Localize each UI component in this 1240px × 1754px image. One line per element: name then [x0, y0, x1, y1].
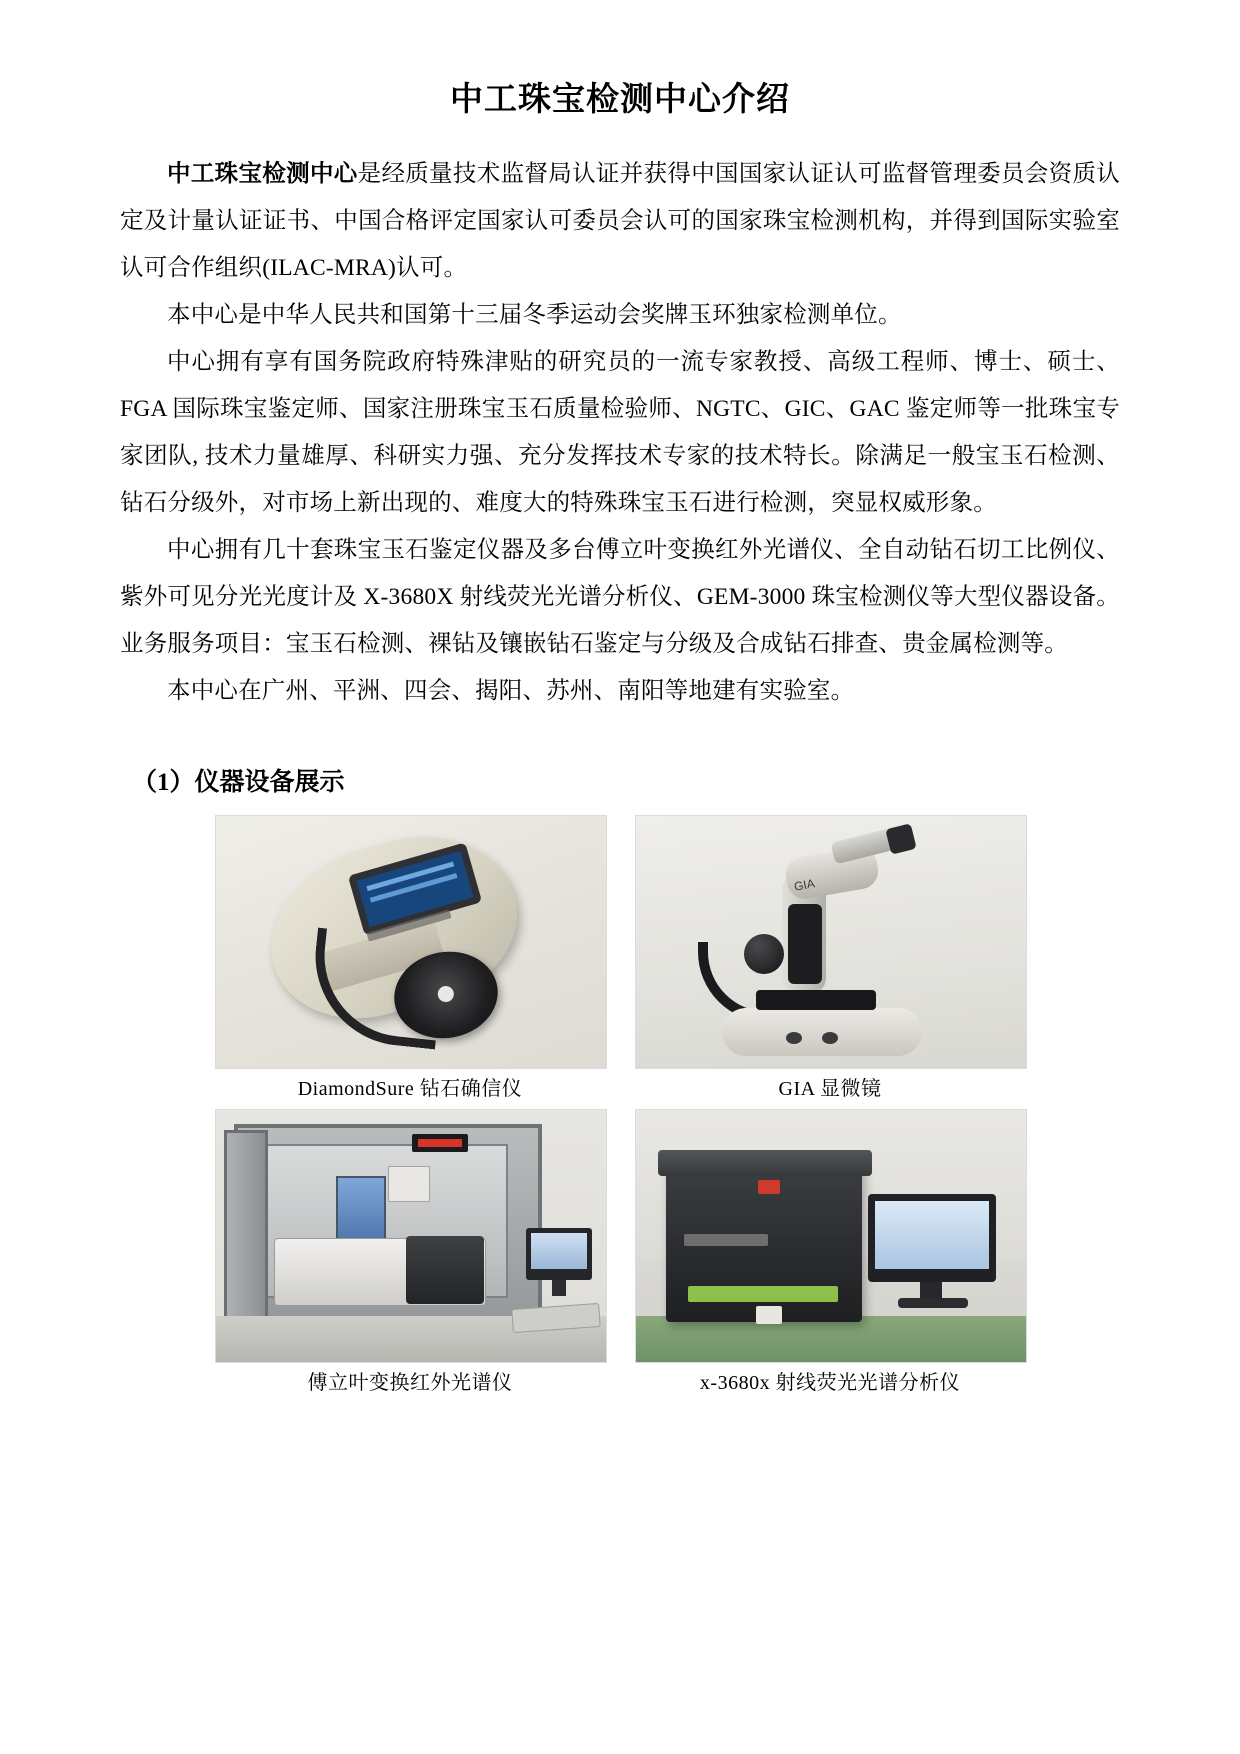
figure-caption: DiamondSure 钻石确信仪	[297, 1078, 523, 1100]
paragraph-4: 中心拥有几十套珠宝玉石鉴定仪器及多台傅立叶变换红外光谱仪、全自动钻石切工比例仪、紫外可见分光光度计及 X‑3680X 射线荧光光谱分析仪、GEM‑3000 珠宝检测仪等大型仪器设备。业务服务项目：宝玉石检测、裸钻及镶嵌钻石鉴定与分级及合成钻石排查、贵金属检测等。	[120, 537, 1120, 657]
figure-gia-microscope	[635, 815, 1025, 1109]
paragraph-1-text: 是经质量技术监督局认证并获得中国国家认证认可监督管理委员会资质认定及计量认证证书、中国合格评定国家认可委员会认可的国家珠宝检测机构，并得到国际实验室认可合作组织(ILAC-MRA)认可。	[120, 161, 1120, 281]
microscope-brand-label: GIA	[792, 876, 816, 894]
section-heading-equipment: （1）仪器设备展示	[132, 769, 345, 796]
figure-caption: GIA 显微镜	[778, 1078, 882, 1100]
gallery-row-2	[215, 1109, 1025, 1403]
ftir-spectrometer-photo	[215, 1109, 607, 1363]
figure-ftir	[215, 1109, 605, 1403]
paragraph-2: 本中心是中华人民共和国第十三届冬季运动会奖牌玉环独家检测单位。	[167, 302, 902, 328]
page-title: 中工珠宝检测中心介绍	[450, 79, 790, 118]
gallery-row-1	[215, 815, 1025, 1109]
paragraph-1-lead: 中工珠宝检测中心	[167, 159, 358, 187]
gia-microscope-photo	[635, 815, 1027, 1069]
diamondsure-device-photo	[215, 815, 607, 1069]
equipment-gallery	[215, 815, 1025, 1403]
paragraph-5: 本中心在广州、平洲、四会、揭阳、苏州、南阳等地建有实验室。	[167, 678, 855, 704]
figure-diamondsure	[215, 815, 605, 1109]
xray-fluorescence-analyzer-photo	[635, 1109, 1027, 1363]
figure-xray-analyzer	[635, 1109, 1025, 1403]
figure-caption: 傅立叶变换红外光谱仪	[307, 1372, 513, 1394]
figure-caption: x-3680x 射线荧光光谱分析仪	[699, 1372, 961, 1394]
paragraph-1	[120, 150, 1120, 292]
paragraph-3: 中心拥有享有国务院政府特殊津贴的研究员的一流专家教授、高级工程师、博士、硕士、FGA 国际珠宝鉴定师、国家注册珠宝玉石质量检验师、NGTC、GIC、GAC 鉴定师等一批珠宝专家团队, 技术力量雄厚、科研实力强、充分发挥技术专家的技术特长。除满足一般宝玉石检测、钻石分级外，对市场上新出现的、难度大的特殊珠宝玉石进行检测，突显权威形象。	[120, 349, 1120, 516]
